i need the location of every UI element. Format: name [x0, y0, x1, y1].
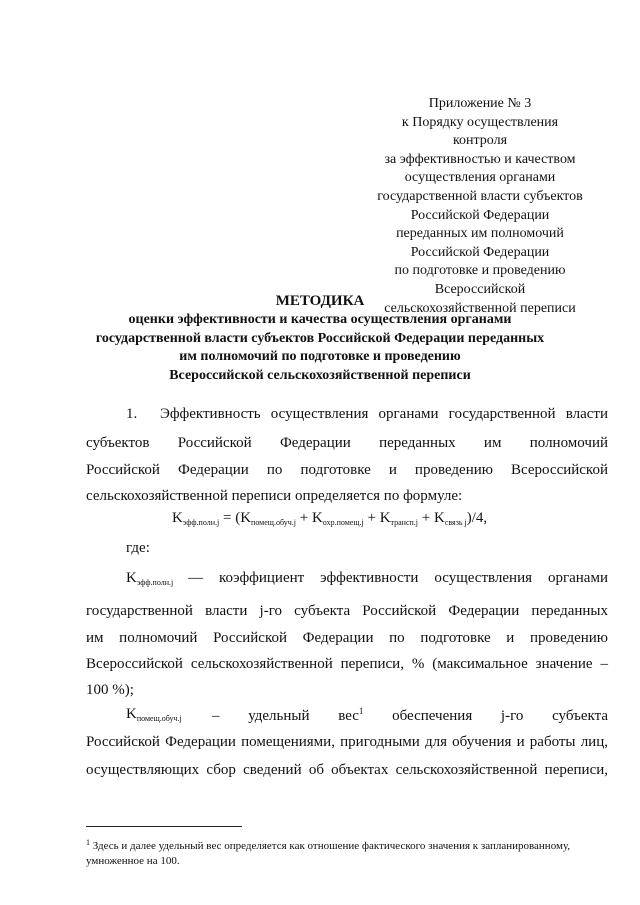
definition-text: обеспечения j-го субъекта [392, 708, 608, 724]
title-line: им полномочий по подготовке и проведению [179, 349, 461, 364]
definition-text: – удельный вес [212, 708, 359, 724]
title-line: Всероссийской сельскохозяйственной переписи [169, 367, 471, 383]
symbol-k: K [126, 706, 137, 722]
annex-line: Российской Федерации [410, 244, 550, 260]
definition-line [212, 706, 608, 725]
footnote-text: Здесь и далее удельный вес определяется как отношение фактического значения к запланированному, [92, 840, 571, 852]
annex-header [360, 95, 600, 318]
definition-line: государственной власти j-го субъекта Российской Федерации переданных [86, 603, 608, 619]
title-line: государственной власти субъектов Российской Федерации переданных [95, 330, 545, 346]
paragraph-number: 1. [126, 406, 138, 422]
formula-k-security: K [311, 510, 323, 526]
definition-line: осуществляющих сбор сведений об объектах сельскохозяйственной переписи, [86, 762, 608, 778]
definition-symbol [126, 706, 182, 723]
document-title [70, 292, 570, 385]
annex-line: переданных им полномочий [396, 226, 564, 242]
paragraph-line: Эффективность осуществления органами государственной власти [160, 406, 608, 422]
annex-line: сельскохозяйственной переписи [384, 300, 576, 316]
annex-line: Приложение № 3 [428, 96, 532, 111]
formula-k-total-sub: эфф.полн.j [182, 518, 220, 527]
definition-line: Российской Федерации помещениями, пригодными для обучения и работы лиц, [86, 734, 608, 750]
formula-k-transport: K [379, 510, 391, 526]
formula-k-transport-sub: трансп.j [390, 518, 419, 527]
footnote-mark: 1 [86, 838, 90, 847]
definition-symbol [126, 570, 173, 587]
formula-plus: + [418, 510, 434, 526]
footnote-line: умноженное на 100. [86, 855, 180, 867]
annex-line: по подготовке и проведению [394, 263, 566, 279]
annex-line: к Порядку осуществления [401, 114, 559, 130]
formula-plus: + [295, 510, 312, 526]
footnote [86, 835, 616, 869]
formula-k-total: K [172, 510, 183, 526]
formula-k-communication-sub: связь j [444, 518, 467, 527]
paragraph-line: Российской Федерации по подготовке и проведению Всероссийской [86, 462, 608, 478]
footnote-divider [86, 826, 242, 827]
formula-k-premises-sub: помещ.обуч.j [251, 518, 296, 527]
footnote-reference[interactable]: 1 [358, 706, 364, 716]
footnote-line [86, 835, 616, 854]
annex-line: Российской Федерации [410, 207, 550, 223]
formula-eq: = ( [219, 510, 241, 526]
formula-tail: )/4, [466, 510, 488, 526]
definition-line: им полномочий Российской Федерации по подготовке и проведению [86, 630, 608, 646]
annex-line: Всероссийской [434, 281, 526, 297]
formula-k-communication: K [433, 510, 445, 526]
where-label: где: [126, 540, 150, 556]
definition-line: — коэффициент эффективности осуществления органами [188, 570, 608, 586]
symbol-k: K [126, 570, 137, 586]
annex-line: за эффективностью и качеством [384, 151, 576, 167]
title-main: МЕТОДИКА [275, 293, 365, 309]
formula-k-premises: K [240, 510, 252, 526]
symbol-sub: эфф.полн.j [136, 578, 174, 587]
annex-line: контроля [452, 133, 508, 149]
formula-k-security-sub: охр.помещ.j [322, 518, 364, 527]
annex-line: государственной власти субъектов [377, 188, 583, 204]
annex-line: осуществления органами [404, 170, 556, 186]
title-line: оценки эффективности и качества осуществления органами [128, 312, 512, 327]
paragraph-line: субъектов Российской Федерации переданных им полномочий [86, 435, 608, 451]
definition-line: 100 %); [86, 682, 134, 698]
paragraph-line: сельскохозяйственной переписи определяется по формуле: [86, 488, 463, 504]
definition-line: Всероссийской сельскохозяйственной переписи, % (максимальное значение – [86, 656, 608, 672]
formula-plus: + [363, 510, 380, 526]
symbol-sub: помещ.обуч.j [136, 714, 182, 723]
efficiency-formula [172, 510, 487, 527]
